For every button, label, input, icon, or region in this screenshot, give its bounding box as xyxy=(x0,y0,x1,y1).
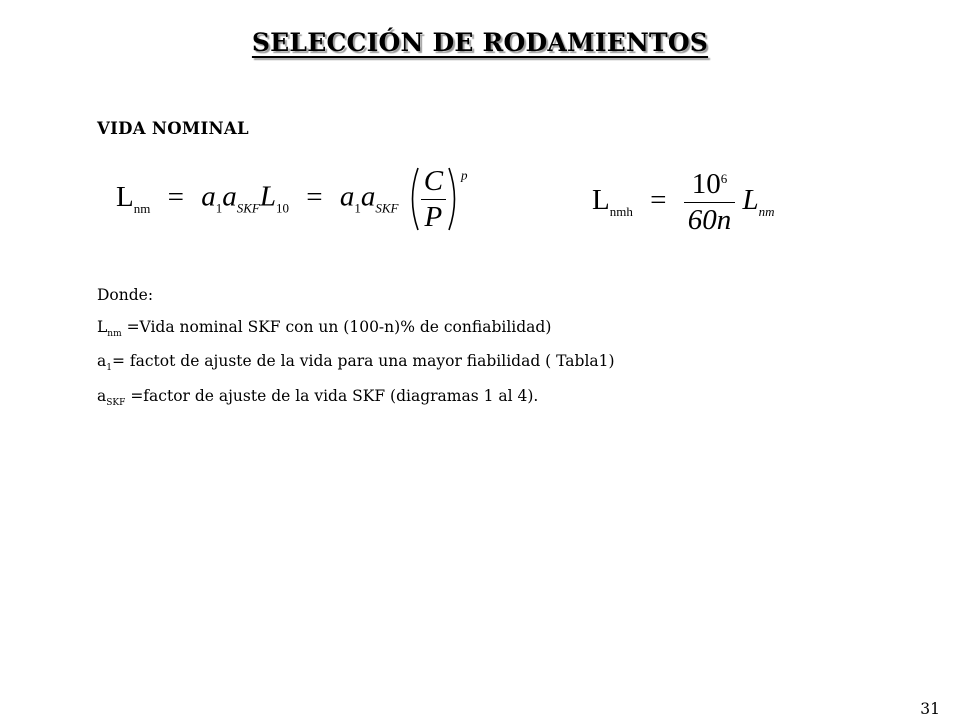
slide-title: SELECCIÓN DE RODAMIENTOS xyxy=(251,28,709,57)
formula-rating-life-hours: $L_{nmh}$ = $\frac{10^6}{60n}$ $L_{nm}$ xyxy=(592,168,775,236)
definition-item: $a_{SKF}$ =factor de ajuste de la vida SKF (diagramas 1 al 4). xyxy=(97,387,539,408)
formula-rating-life: $L_{nm} = a_1a_{SKF}L_{10} = a_1a_{SKF}$ $\frac{C}{P}$ $^p$ xyxy=(116,164,468,233)
page-number: 31 xyxy=(920,700,940,718)
left-paren-icon xyxy=(406,166,420,232)
fraction-million-over-60n: $\frac{10^6}{60n}$ xyxy=(684,170,736,235)
formula1-lhs: $L_{nm}$ xyxy=(116,180,151,216)
definition-item: $a_1=$ factot de ajuste de la vida para una mayor fiabilidad ( Tabla1) xyxy=(97,352,615,373)
formula2-lhs: $L_{nmh}$ xyxy=(592,184,633,220)
right-paren-icon xyxy=(447,166,461,232)
definition-item: $L_{nm}$ =Vida nominal SKF con un (100-n)% de confiabilidad) xyxy=(97,318,552,339)
definitions-intro: Donde: xyxy=(97,286,154,304)
section-heading: VIDA NOMINAL xyxy=(97,119,249,138)
fraction-c-over-p: $\frac{C}{P}$ xyxy=(420,167,447,232)
